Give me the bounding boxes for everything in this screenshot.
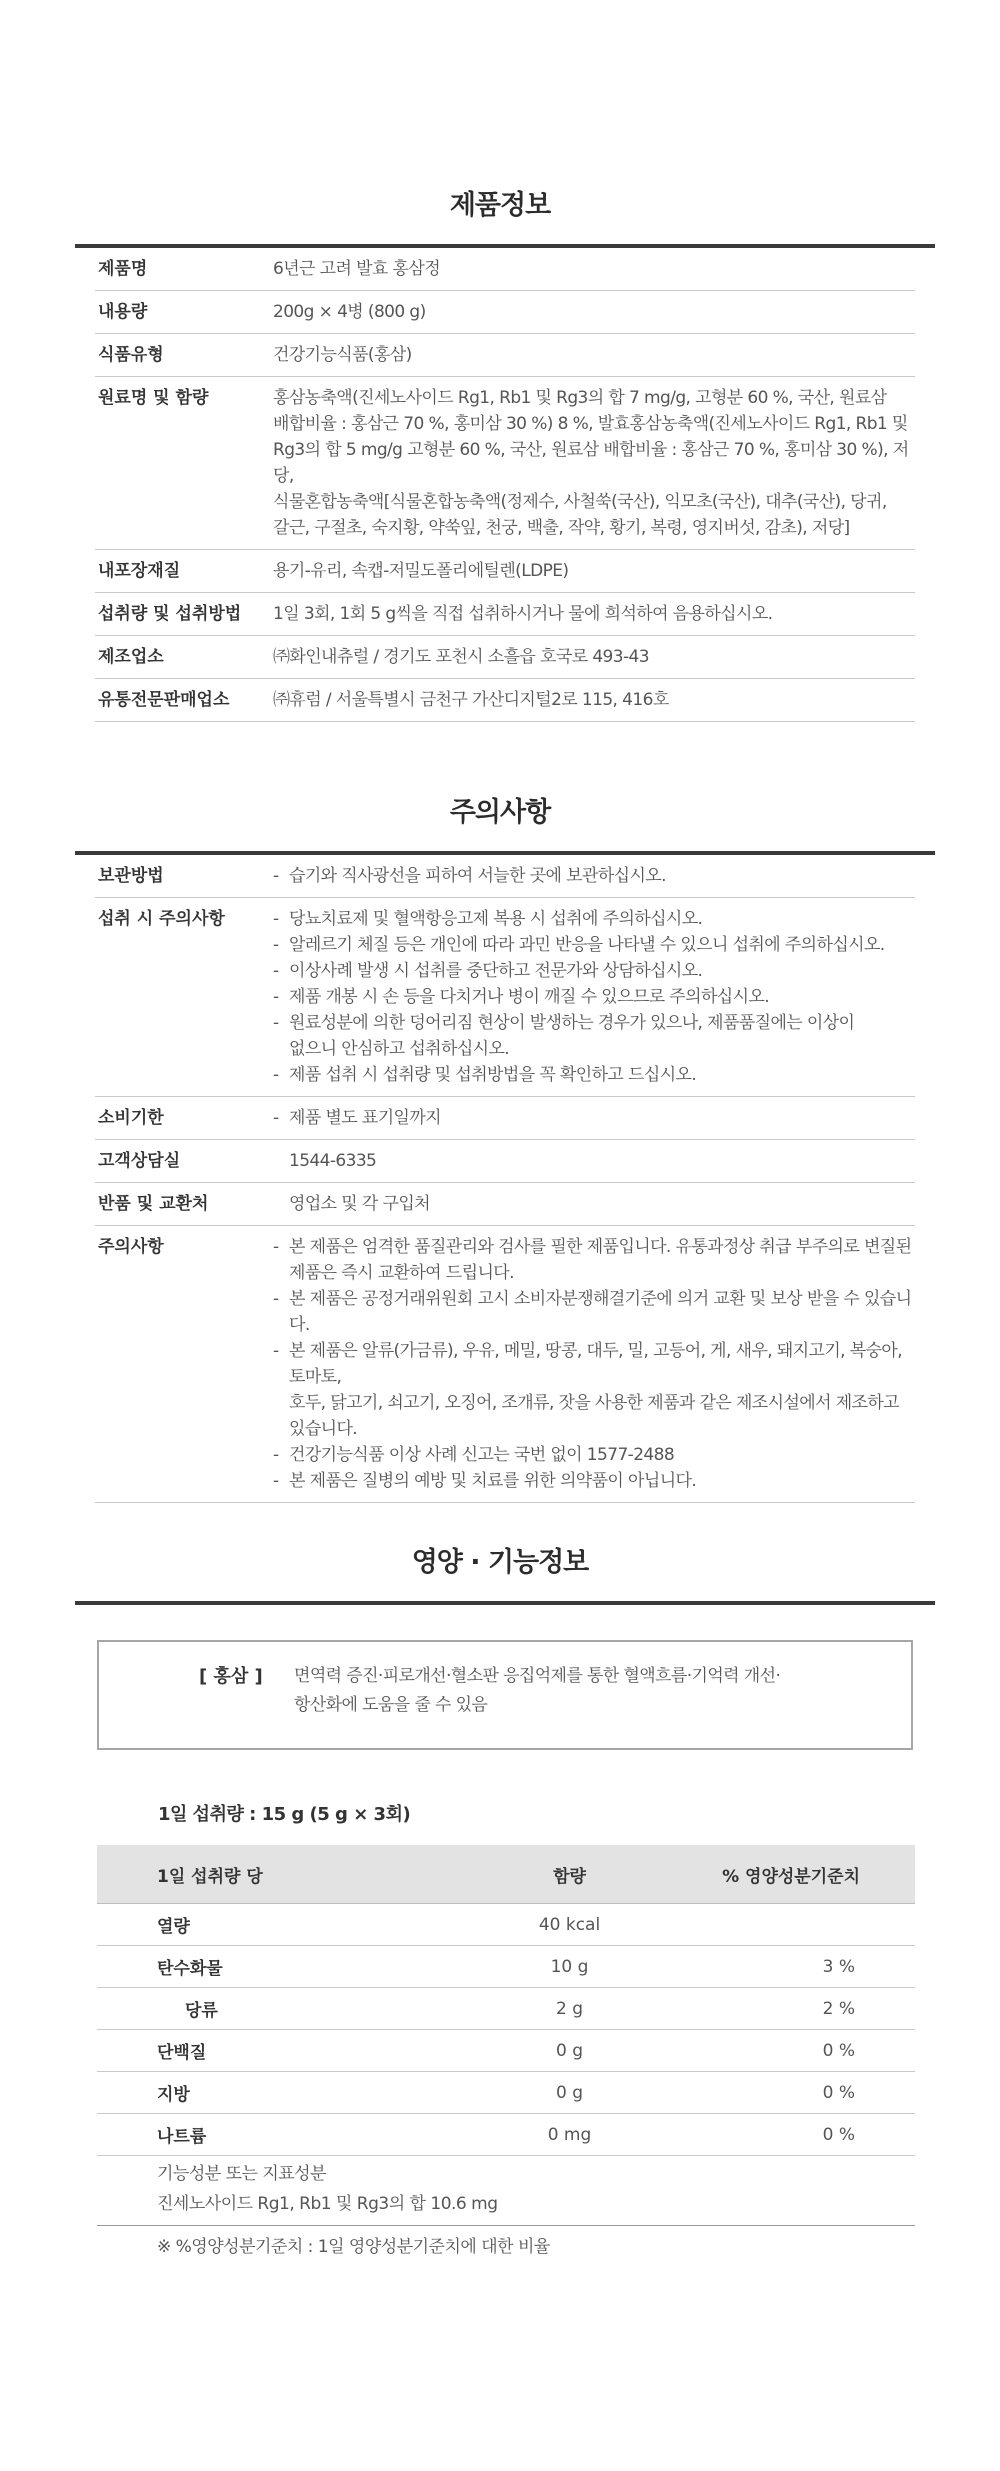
table-row xyxy=(97,1988,915,2030)
nutrient-name: 지방 xyxy=(97,2072,451,2114)
table-row xyxy=(95,1097,915,1140)
bullet-item: - 당뇨치료제 및 혈액항응고제 복용 시 섭취에 주의하십시오. xyxy=(273,906,915,932)
row-value: ㈜휴럼 / 서울특별시 금천구 가산디지털2로 115, 416호 xyxy=(273,679,915,722)
bullet-item: - 제품 개봉 시 손 등을 다치거나 병이 깨질 수 있으므로 주의하십시오. xyxy=(273,984,915,1010)
row-value xyxy=(273,377,915,550)
nutrient-name: 열량 xyxy=(97,1904,451,1946)
nutrient-percent: 0 % xyxy=(688,2114,915,2156)
claim-text: 면역력 증진·피로개선·혈소판 응집억제를 통한 혈액흐름·기억력 개선· 항산화에 도움을 줄 수 있음 xyxy=(294,1666,781,1715)
row-value xyxy=(273,1097,915,1140)
table-row xyxy=(95,334,915,377)
ingredient-line: 배합비율 : 홍삼근 70 %, 홍미삼 30 %) 8 %, 발효홍삼농축액(진세노사이드 Rg1, Rb1 및 xyxy=(273,414,908,434)
nutrient-percent: 0 % xyxy=(688,2030,915,2072)
row-value: 용기-유리, 속캡-저밀도폴리에틸렌(LDPE) xyxy=(273,550,915,593)
nutrient-amount: 0 mg xyxy=(451,2114,688,2156)
row-label: 원료명 및 함량 xyxy=(95,377,273,550)
row-value: 영업소 및 각 구입처 xyxy=(273,1183,915,1226)
table-row xyxy=(95,291,915,334)
table-row xyxy=(95,1183,915,1226)
table-row xyxy=(95,248,915,291)
nutrient-name: 단백질 xyxy=(97,2030,451,2072)
ingredient-line: 갈근, 구절초, 숙지황, 약쑥잎, 천궁, 백출, 작약, 황기, 복령, 영지버섯, 감초), 저당] xyxy=(273,518,850,538)
row-value xyxy=(273,1226,915,1503)
nutrient-percent: 2 % xyxy=(688,1988,915,2030)
row-label: 식품유형 xyxy=(95,334,273,377)
nutrient-name: 당류 xyxy=(97,1988,451,2030)
bullet-item: - 습기와 직사광선을 피하여 서늘한 곳에 보관하십시오. xyxy=(273,863,915,889)
caution-title: 주의사항 xyxy=(449,797,551,828)
row-label: 소비기한 xyxy=(95,1097,273,1140)
ingredient-line: 홍삼농축액(진세노사이드 Rg1, Rb1 및 Rg3의 합 7 mg/g, 고형분 60 %, 국산, 원료삼 xyxy=(273,388,887,408)
caution-table xyxy=(95,855,915,1503)
nutrient-percent xyxy=(688,1904,915,1946)
header-amount: 함량 xyxy=(451,1845,688,1904)
row-label: 내포장재질 xyxy=(95,550,273,593)
bullet-item: - 건강기능식품 이상 사례 신고는 국번 없이 1577-2488 xyxy=(273,1442,915,1468)
functional-ingredient xyxy=(97,2155,915,2226)
table-row xyxy=(95,855,915,898)
row-value: 1544-6335 xyxy=(273,1140,915,1183)
product-info-table xyxy=(95,248,915,722)
ingredient-line: 식물혼합농축액[식물혼합농축액(정제수, 사철쑥(국산), 익모초(국산), 대추(국산), 당귀, xyxy=(273,492,887,512)
bullet-item: - 알레르기 체질 등은 개인에 따라 과민 반응을 나타낼 수 있으니 섭취에 주의하십시오. xyxy=(273,932,915,958)
functional-label: 기능성분 또는 지표성분 xyxy=(157,2164,327,2184)
table-row xyxy=(97,2072,915,2114)
table-row xyxy=(95,1140,915,1183)
table-row xyxy=(95,636,915,679)
table-header-row xyxy=(97,1845,915,1904)
row-value xyxy=(273,855,915,898)
serving-size: 1일 섭취량 : 15 g (5 g × 3회) xyxy=(158,1804,411,1825)
table-row xyxy=(95,1226,915,1503)
nutrient-name: 탄수화물 xyxy=(97,1946,451,1988)
nutrient-amount: 40 kcal xyxy=(451,1904,688,1946)
row-value: ㈜화인내츄럴 / 경기도 포천시 소흘읍 호국로 493-43 xyxy=(273,636,915,679)
table-row xyxy=(95,377,915,550)
row-value: 건강기능식품(홍삼) xyxy=(273,334,915,377)
bullet-item: - 본 제품은 엄격한 품질관리와 검사를 필한 제품입니다. 유통과정상 취급 부주의로 변질된 제품은 즉시 교환하여 드립니다. xyxy=(273,1234,915,1286)
table-row xyxy=(95,898,915,1097)
bullet-item: - 본 제품은 공정거래위원회 고시 소비자분쟁해결기준에 의거 교환 및 보상 받을 수 있습니다. xyxy=(273,1286,915,1338)
table-row xyxy=(95,550,915,593)
row-label: 제조업소 xyxy=(95,636,273,679)
ingredient-line: Rg3의 합 5 mg/g 고형분 60 %, 국산, 원료삼 배합비율 : 홍삼근 70 %, 홍미삼 30 %), 저당, xyxy=(273,440,909,486)
row-value xyxy=(273,898,915,1097)
row-value: 200g × 4병 (800 g) xyxy=(273,291,915,334)
bullet-item: - 본 제품은 질병의 예방 및 치료를 위한 의약품이 아닙니다. xyxy=(273,1468,915,1494)
table-row xyxy=(95,593,915,636)
nutrient-amount: 0 g xyxy=(451,2030,688,2072)
product-info-title: 제품정보 xyxy=(449,190,551,221)
bullet-item: - 제품 별도 표기일까지 xyxy=(273,1105,915,1131)
nutrition-title: 영양 · 기능정보 xyxy=(411,1547,589,1578)
row-label: 내용량 xyxy=(95,291,273,334)
row-value: 1일 3회, 1회 5 g씩을 직접 섭취하시거나 물에 희석하여 음용하십시오. xyxy=(273,593,915,636)
nutrition-divider xyxy=(75,1601,935,1605)
table-row xyxy=(97,2114,915,2156)
nutrient-name: 나트륨 xyxy=(97,2114,451,2156)
nutrient-amount: 2 g xyxy=(451,1988,688,2030)
header-per-serving: 1일 섭취량 당 xyxy=(97,1845,451,1904)
nutrient-amount: 0 g xyxy=(451,2072,688,2114)
table-row xyxy=(95,679,915,722)
function-claim-box xyxy=(97,1640,913,1750)
table-row xyxy=(97,1904,915,1946)
row-label: 보관방법 xyxy=(95,855,273,898)
table-row xyxy=(97,2030,915,2072)
row-label: 반품 및 교환처 xyxy=(95,1183,273,1226)
row-label: 제품명 xyxy=(95,248,273,291)
row-label: 주의사항 xyxy=(95,1226,273,1503)
bullet-item: - 원료성분에 의한 덩어리짐 현상이 발생하는 경우가 있으나, 제품품질에는 이상이 없으니 안심하고 섭취하십시오. xyxy=(273,1010,915,1062)
header-daily-value: % 영양성분기준치 xyxy=(688,1845,915,1904)
bullet-item: - 본 제품은 알류(가금류), 우유, 메밀, 땅콩, 대두, 밀, 고등어, 게, 새우, 돼지고기, 복숭아, 토마토, 호두, 닭고기, 쇠고기, 오징어, 조개류, 잣을 사용한 제품과 같은 제조시설에서 제조하고 있습니다. xyxy=(273,1338,915,1442)
row-label: 고객상담실 xyxy=(95,1140,273,1183)
row-label: 섭취량 및 섭취방법 xyxy=(95,593,273,636)
nutrient-percent: 0 % xyxy=(688,2072,915,2114)
nutrient-amount: 10 g xyxy=(451,1946,688,1988)
row-label: 유통전문판매업소 xyxy=(95,679,273,722)
nutrient-percent: 3 % xyxy=(688,1946,915,1988)
bullet-item: - 이상사례 발생 시 섭취를 중단하고 전문가와 상담하십시오. xyxy=(273,958,915,984)
claim-label: [ 홍삼 ] xyxy=(199,1666,263,1687)
row-label: 섭취 시 주의사항 xyxy=(95,898,273,1097)
table-row xyxy=(97,1946,915,1988)
bullet-item: - 제품 섭취 시 섭취량 및 섭취방법을 꼭 확인하고 드십시오. xyxy=(273,1062,915,1088)
nutrition-table xyxy=(97,1845,915,2156)
row-value: 6년근 고려 발효 홍삼정 xyxy=(273,248,915,291)
footnote: ※ %영양성분기준치 : 1일 영양성분기준치에 대한 비율 xyxy=(157,2237,550,2257)
functional-value: 진세노사이드 Rg1, Rb1 및 Rg3의 합 10.6 mg xyxy=(157,2194,498,2214)
